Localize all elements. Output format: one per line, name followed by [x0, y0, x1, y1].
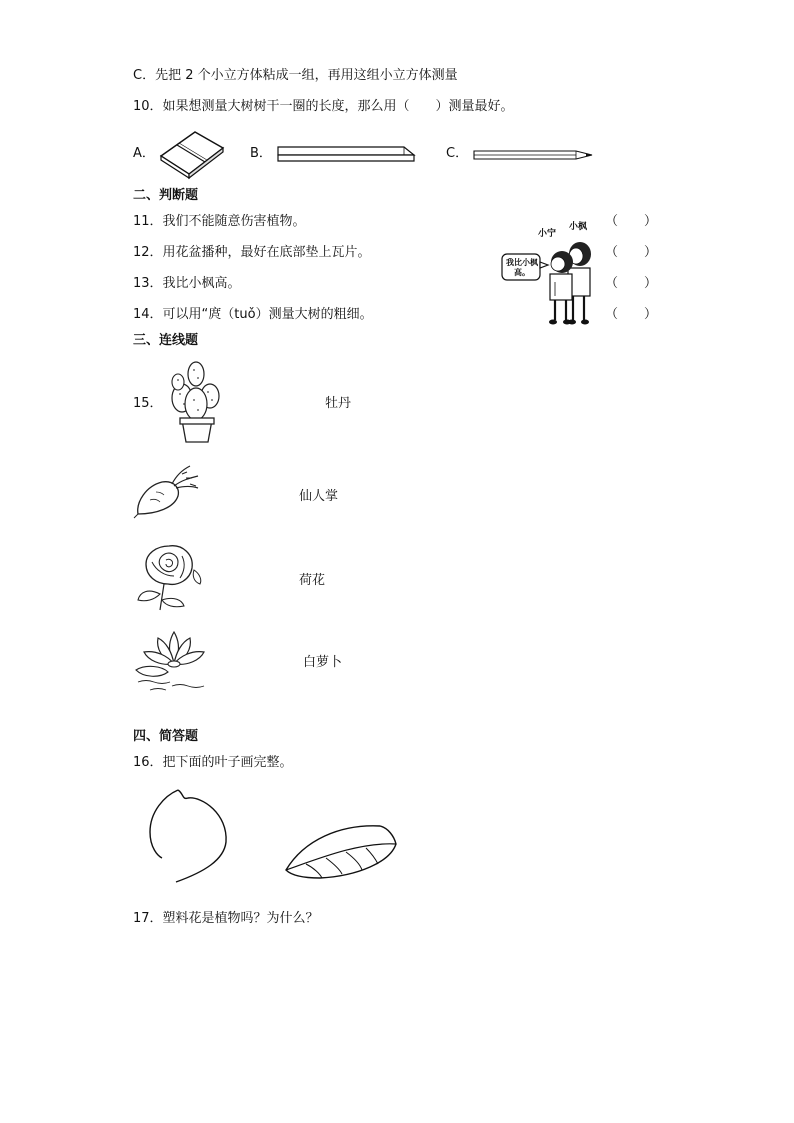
section-2-title: 二、判断题: [133, 188, 199, 203]
q10-option-b-label: B．: [250, 146, 272, 161]
section-4-title: 四、简答题: [133, 729, 199, 744]
match-name-radish: 白萝卜: [303, 655, 343, 670]
match-name-peony: 牡丹: [325, 396, 352, 411]
q16-text: 16．把下面的叶子画完整。: [133, 755, 293, 770]
q10-text: 10．如果想测量大树树干一圈的长度，那么用（ ）测量最好。: [133, 99, 514, 114]
q15-number: 15．: [133, 396, 163, 411]
q10-option-a-label: A．: [133, 146, 155, 161]
q12-answer-blank[interactable]: （ ）: [605, 245, 658, 260]
half-long-leaf-icon: [280, 818, 400, 886]
q17-text: 17．塑料花是植物吗？为什么？: [133, 911, 319, 926]
lotus-icon: [132, 624, 212, 694]
match-name-cactus: 仙人掌: [299, 489, 339, 504]
figure-label-xiaofeng: 小枫: [569, 222, 588, 232]
q13-text: 13．我比小枫高。: [133, 276, 241, 291]
q11-answer-blank[interactable]: （ ）: [605, 214, 658, 229]
match-name-lotus: 荷花: [299, 573, 326, 588]
cactus-icon: [164, 360, 226, 446]
q10-option-c-label: C．: [446, 146, 469, 161]
q14-answer-blank[interactable]: （ ）: [605, 307, 658, 322]
q13-answer-blank[interactable]: （ ）: [605, 276, 658, 291]
radish-icon: [132, 462, 202, 520]
q9-option-c: C．先把 2 个小立方体粘成一组，再用这组小立方体测量: [133, 68, 458, 83]
section-3-title: 三、连线题: [133, 333, 199, 348]
q14-text: 14．可以用“庹（tuǒ）测量大树的粗细。: [133, 307, 373, 322]
figure-label-xiaoning: 小宁: [538, 229, 557, 239]
eraser-icon: [157, 128, 227, 180]
q12-text: 12．用花盆播种，最好在底部垫上瓦片。: [133, 245, 371, 260]
q11-text: 11．我们不能随意伤害植物。: [133, 214, 306, 229]
pencil-icon: [472, 148, 596, 162]
half-heart-leaf-icon: [144, 786, 234, 886]
figure-speech-text: 我比小枫高。: [506, 258, 538, 277]
peony-icon: [134, 540, 204, 612]
children-comparing-height-figure: [500, 232, 600, 326]
ruler-icon: [276, 143, 418, 165]
